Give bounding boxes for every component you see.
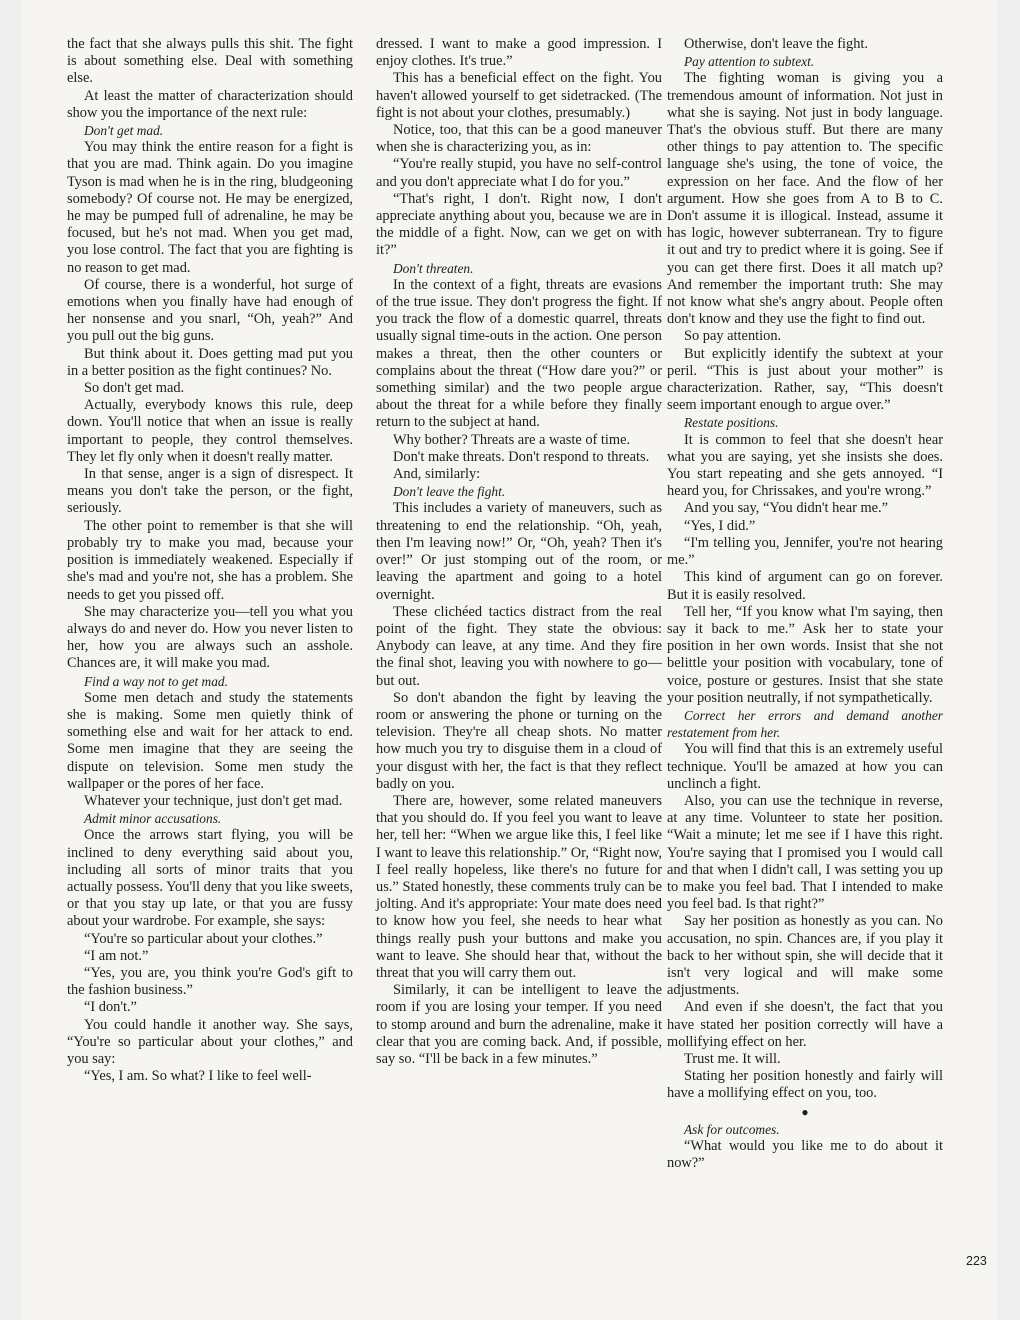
paragraph: Similarly, it can be intelligent to leave the room if you are losing your temper. If you need to stomp around and burn the adrenaline, make it clear that you are coming back. And, if possible, say so. “I'll be back in a few minutes.” — [376, 982, 662, 1067]
text-column-3 — [667, 36, 943, 1172]
paragraph: Why bother? Threats are a waste of time. — [393, 431, 631, 448]
text-column-2 — [376, 36, 662, 1068]
paragraph: “You're really stupid, you have no self-control and you don't appreciate what I do for you.” — [376, 156, 662, 190]
subheading: Pay attention to subtext. — [684, 54, 815, 70]
paragraph: This includes a variety of maneuvers, such as threatening to end the relationship. “Oh, yeah, then I'm leaving now!” Or, “Oh, yeah? Then it's over!” Or just stomping out of the room, or leaving the apartment and going to a hotel overnight. — [376, 500, 662, 603]
paragraph: Of course, there is a wonderful, hot surge of emotions when you finally have had enough of her nonsense and you snarl, “Oh, yeah?” And you pull out the big guns. — [67, 276, 353, 345]
paragraph: So pay attention. — [684, 328, 782, 345]
text-column-1 — [67, 36, 353, 1085]
paragraph: Once the arrows start flying, you will be inclined to deny everything said about you, including all sorts of minor traits that you actually possess. You'll deny that you like sweets, or that you stay up late, or that you are fussy about your wardrobe. For example, she says: — [67, 827, 353, 930]
paragraph: You may think the entire reason for a fight is that you are mad. Think again. Do you imagine Tyson is mad when he is in the ring, bludgeoning somebody? Of course not. He may be energized, he may be pumped full of adrenaline, he may be focused, but he's not mad. When you get mad, you lose control. The fact that you are fighting is no reason to get mad. — [67, 139, 353, 276]
paragraph: “You're so particular about your clothes.” — [84, 930, 323, 947]
paragraph: Tell her, “If you know what I'm saying, then say it back to me.” Ask her to state your position in her own words. Insist that she not belittle your position with vocabulary, tone of voice, posture or gestures. Insist that she state your position neutrally, if not sympathetically. — [667, 603, 943, 706]
paragraph: And, similarly: — [393, 466, 481, 483]
subheading: Admit minor accusations. — [84, 811, 222, 827]
paragraph: You will find that this is an extremely useful technique. You'll be amazed at how you can unclinch a fight. — [667, 741, 943, 792]
paragraph: But think about it. Does getting mad put you in a better position as the fight continues? No. — [67, 345, 353, 379]
paragraph: “Yes, I did.” — [684, 517, 756, 534]
subheading: Correct her errors and demand another restatement from her. — [667, 707, 943, 741]
paragraph: These clichéed tactics distract from the real point of the fight. They state the obvious: Anybody can leave, at any time. And they fire the final shot, leaving you with nowhere to go—but out. — [376, 603, 662, 689]
paragraph: “I don't.” — [84, 999, 137, 1016]
paragraph: Notice, too, that this can be a good maneuver when she is characterizing you, as in: — [376, 122, 662, 156]
paragraph: And you say, “You didn't hear me.” — [684, 500, 889, 517]
subheading: Restate positions. — [684, 415, 779, 431]
paragraph: “Yes, you are, you think you're God's gift to the fashion business.” — [67, 964, 353, 999]
paragraph: And even if she doesn't, the fact that you have stated her position correctly will have a mollifying effect on her. — [667, 999, 943, 1050]
paragraph: “Yes, I am. So what? I like to feel well- — [84, 1068, 312, 1085]
paragraph: So don't abandon the fight by leaving the room or answering the phone or turning on the television. They're all cheap shots. No matter how much you try to disguise them in a cloud of your disgust with her, the fact is that they reflect badly on you. — [376, 689, 662, 792]
subheading: Find a way not to get mad. — [84, 673, 228, 689]
paragraph: Also, you can use the technique in reverse, at any time. Volunteer to state her position. “Wait a minute; let me see if I have this right. You're saying that I promised you I would call and that when I didn't call, I was setting you up to make you feel bad. That I intended to make you feel bad. Is that right?” — [667, 792, 943, 913]
paragraph: It is common to feel that she doesn't hear what you are saying, yet she insists she does. You start repeating and she gets annoyed. “I heard you, for Chrissakes, and you're wrong.” — [667, 431, 943, 500]
page-number: 223 — [966, 1254, 987, 1268]
paragraph: Actually, everybody knows this rule, deep down. You'll notice that when an issue is really important to people, they control themselves. They let fly only when it doesn't really matter. — [67, 397, 353, 465]
paragraph: The other point to remember is that she will probably try to make you mad, because your position is immediately weakened. Especially if she's mad and you're not, she has a problem. She needs to get you pissed off. — [67, 517, 353, 603]
paragraph: Whatever your technique, just don't get mad. — [84, 792, 343, 809]
paragraph: At least the matter of characterization should show you the importance of the next rule: — [67, 87, 353, 121]
paragraph: Trust me. It will. — [684, 1050, 781, 1067]
paragraph: Stating her position honestly and fairly will have a mollifying effect on you, too. — [667, 1068, 943, 1102]
paragraph: “I am not.” — [84, 947, 149, 964]
paragraph: Otherwise, don't leave the fight. — [684, 36, 869, 52]
section-bullet: ● — [801, 1104, 809, 1119]
paragraph: So don't get mad. — [84, 380, 185, 397]
paragraph: “What would you like me to do about it now?” — [667, 1137, 943, 1171]
paragraph: the fact that she always pulls this shit. The fight is about something else. Deal with something else. — [67, 36, 353, 87]
paragraph: You could handle it another way. She says, “You're so particular about your clothes,” and you say: — [67, 1016, 353, 1067]
paragraph: The fighting woman is giving you a tremendous amount of information. Not just in what she is saying. Not just in body language. That's the obvious stuff. But there are many other things to pay attention to. The specific language she's using, the tone of voice, the expression on her face. And the flow of her argument. How she goes from A to B to C. Don't assume it is illogical. Instead, assume it has logic, however subterranean. Try to figure it out and try to predict where it is going. See if you can get there first. Does it all match up? And remember the important truth: She may not know what she's angry about. People often don't know and they use the fight to find out. — [667, 70, 943, 328]
paragraph: This has a beneficial effect on the fight. You haven't allowed yourself to get sidetracked. (The fight is not about your clothes, presumably.) — [376, 70, 662, 121]
paragraph: Don't make threats. Don't respond to threats. — [393, 448, 650, 465]
subheading: Ask for outcomes. — [684, 1121, 780, 1137]
paragraph: There are, however, some related maneuvers that you should do. If you feel you want to leave her, tell her: “When we argue like this, I feel like I want to leave this relationship.” Or, “Right now, I feel really hopeless, like there's no future for us.” Stated honestly, these comments truly can be jolting. And it's appropriate: Your mate does need to know how you feel, she needs to hear what things really push your buttons and make you want to leave. She should hear that, without the threat that you will carry them out. — [376, 792, 662, 981]
subheading: Don't get mad. — [84, 123, 164, 139]
paragraph: Say her position as honestly as you can. No accusation, no spin. Chances are, if you play it back to her without spin, she will decide that it isn't very logical and will make some adjustments. — [667, 913, 943, 999]
paragraph: She may characterize you—tell you what you always do and never do. How you never listen to her, how you are always such an asshole. Chances are, it will make you mad. — [67, 603, 353, 672]
paragraph: “That's right, I don't. Right now, I don't appreciate anything about you, because we are in the middle of a fight. Now, can we get on with it?” — [376, 190, 662, 259]
paragraph: Some men detach and study the statements she is making. Some men quietly think of something else and wait for her attack to end. Some men imagine that they are seeing the dispute on television. Some men study the wallpaper or the pores of her face. — [67, 689, 353, 792]
paragraph: In that sense, anger is a sign of disrespect. It means you don't take the person, or the fight, seriously. — [67, 466, 353, 517]
paragraph: dressed. I want to make a good impression. I enjoy clothes. It's true.” — [376, 36, 662, 70]
paragraph: In the context of a fight, threats are evasions of the true issue. They don't progress the fight. If you track the flow of a domestic quarrel, threats usually signal time-outs in the action. One person makes a threat, then the other counters or complains about the threat (“How dare you?” or something similar) and the two people argue about the threat for a while before they finally return to the subject at hand. — [376, 276, 662, 431]
magazine-page — [22, 0, 998, 1320]
paragraph: “I'm telling you, Jennifer, you're not hearing me.” — [667, 534, 943, 569]
paragraph: But explicitly identify the subtext at your peril. “This is just about your mother” is characterization. Rather, say, “This doesn't seem important enough to argue over.” — [667, 345, 943, 414]
subheading: Don't leave the fight. — [393, 484, 506, 500]
subheading: Don't threaten. — [393, 260, 474, 276]
paragraph: This kind of argument can go on forever. But it is easily resolved. — [667, 569, 943, 603]
